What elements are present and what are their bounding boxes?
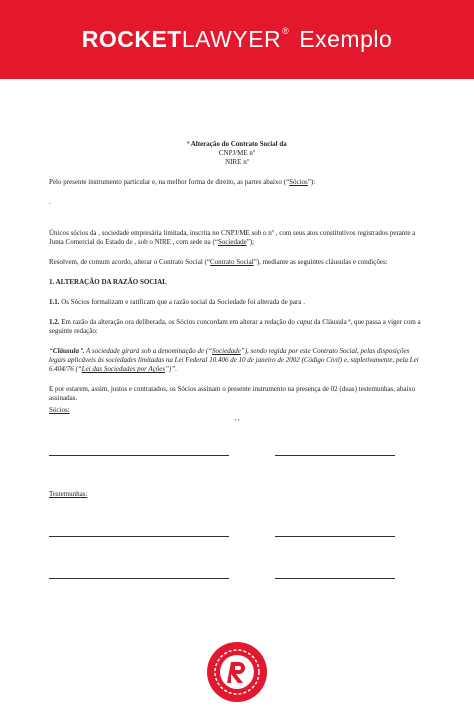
- signatures-partners-label: Sócios:: [49, 406, 70, 414]
- partner-signature-line-2[interactable]: [275, 455, 395, 456]
- witness-signature-line-1[interactable]: [49, 536, 229, 537]
- witness-signature-line-2[interactable]: [275, 536, 395, 537]
- party-placeholder: .: [49, 198, 51, 206]
- nire-line: NIRE nº: [225, 158, 249, 166]
- brand-name-bold: ROCKET: [81, 26, 182, 52]
- section-heading: 1. ALTERAÇÃO DA RAZÃO SOCIAL: [49, 278, 167, 286]
- header-banner: [0, 0, 474, 79]
- rocket-lawyer-seal-icon: [206, 641, 268, 703]
- intro-paragraph: Pelo presente instrumento particular e, na melhor forma de direito, as partes abaixo (“Sócios”):: [49, 178, 316, 186]
- sample-label: Exemplo: [299, 26, 393, 52]
- clause-1-1: 1.1. Os Sócios formalizam e ratificam que a razão social da Sociedade foi alterada de para .: [49, 298, 305, 306]
- cnpj-line: CNPJ/ME nº: [218, 149, 256, 157]
- brand-logo: [82, 26, 393, 53]
- place-date: , ,: [234, 414, 240, 422]
- document-title: ª Alteração do Contrato Social da: [187, 140, 287, 148]
- clause-quote: “Cláusula ª. A sociedade girará sob a denominação de (“Sociedade”), sendo regida por este Contrato Social, pelas disposições legais aplicáveis às sociedades limitadas na Lei Federal 10.406 de 10 de janeiro de 2002 (Código Civil) e, supletivamente, pela Lei 6.404/76 (“Lei das Sociedades por Ações”)”.: [49, 347, 419, 373]
- document-body: [49, 140, 425, 423]
- closing-paragraph: E por estarem, assim, justos e contratados, os Sócios assinam o presente instrumento na presença de 02 (duas) testemunhas, abaixo assinadas.: [49, 385, 416, 402]
- witness-signature-line-4[interactable]: [275, 578, 395, 579]
- clause-1-2: 1.2. Em razão da alteração ora deliberada, os Sócios concordam em alterar a redação do caput da Cláusula ª, que passa a viger com a seguinte redação:: [49, 318, 421, 335]
- witness-signature-line-3[interactable]: [49, 578, 229, 579]
- registered-mark: ®: [282, 26, 290, 36]
- signatures-witnesses-label: Testemunhas:: [49, 490, 88, 498]
- partner-signature-line-1[interactable]: [49, 455, 229, 456]
- brand-name-light: LAWYER: [181, 26, 282, 52]
- resolution-paragraph: Resolvem, de comum acordo, alterar o Contrato Social (“Contrato Social”), mediante as seguintes cláusulas e condições:: [49, 258, 388, 266]
- partners-paragraph: Únicos sócios da , sociedade empresária limitada, inscrita no CNPJ/ME sob o nº , com seus atos constitutivos registrados perante a Junta Comercial do Estado de , sob o NIRE , com sede na (“Sociedade”);: [49, 229, 416, 246]
